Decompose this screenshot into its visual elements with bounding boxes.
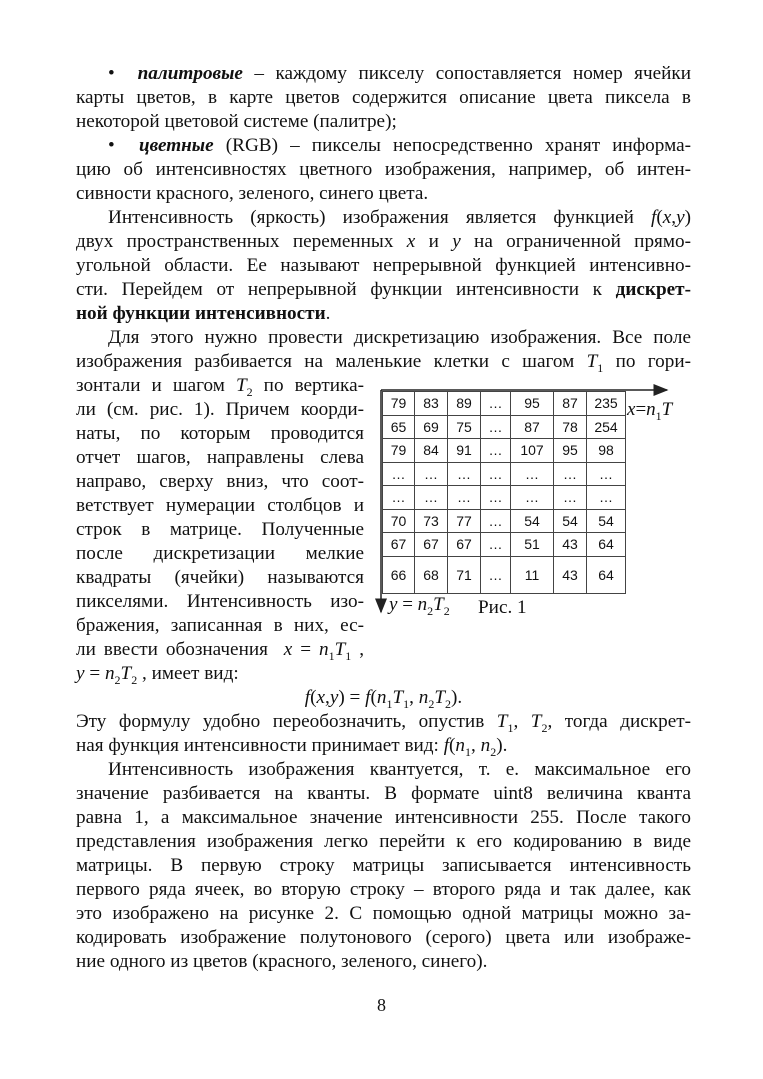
matrix-cell: 54	[511, 509, 554, 533]
matrix-cell: …	[481, 392, 511, 416]
text-line: первого ряда ячеек, во вторую строку – второго ряда и так далее, как	[76, 879, 691, 900]
text-line: некоторой цветовой системе (палитре);	[76, 111, 397, 132]
matrix-row	[383, 462, 626, 486]
formula-line: $f(x,y) = f(n_1T_1$, $n_2T_2$).	[304, 687, 463, 711]
matrix-cell: 107	[511, 439, 554, 463]
matrix-row	[383, 439, 626, 463]
y-axis-label: $y = n_2T_2$	[389, 594, 450, 618]
matrix-row	[383, 415, 626, 439]
matrix-cell: …	[587, 486, 626, 510]
text-line: сивности красного, зеленого, синего цвета.	[76, 183, 429, 204]
matrix-cell: 79	[383, 439, 415, 463]
matrix-cell: …	[415, 462, 448, 486]
matrix-cell: 77	[448, 509, 481, 533]
text-line: ной функции интенсивности.	[76, 303, 331, 324]
matrix-cell: …	[415, 486, 448, 510]
matrix-cell: 43	[554, 533, 587, 557]
text-line: • палитровые – каждому пикселу сопоставляется номер ячейки	[108, 63, 692, 84]
matrix-cell: …	[554, 486, 587, 510]
matrix-cell: 11	[511, 556, 554, 593]
matrix-cell: …	[481, 486, 511, 510]
matrix-cell: 65	[383, 415, 415, 439]
text-line: карты цветов, в карте цветов содержится описание цвета пиксела в	[76, 87, 691, 108]
text-line: двух пространственных переменных x и y на ограниченной прямо-	[76, 231, 691, 252]
matrix-cell: 70	[383, 509, 415, 533]
pixel-table	[382, 391, 626, 594]
matrix-cell: 83	[415, 392, 448, 416]
matrix-cell: …	[448, 486, 481, 510]
matrix-cell: 89	[448, 392, 481, 416]
matrix-cell: 64	[587, 556, 626, 593]
matrix-cell: 235	[587, 392, 626, 416]
text-line: кодировать изображение полутонового (серого) цвета или изображе-	[76, 927, 691, 948]
text-line: квадраты (ячейки) называются	[76, 567, 364, 588]
matrix-row	[383, 533, 626, 557]
text-line: ли ввести обозначения $x = n_1T_1$ ,	[76, 639, 365, 663]
text-line: это изображено на рисунке 2. С помощью одной матрицы можно за-	[76, 903, 691, 924]
matrix-cell: 73	[415, 509, 448, 533]
text-line: ветствует нумерации столбцов и	[76, 495, 364, 516]
matrix-cell: …	[481, 439, 511, 463]
text-line: после дискретизации мелкие	[76, 543, 364, 564]
pixel-matrix-figure	[375, 380, 705, 620]
text-line: цию об интенсивностях цветного изображения, например, об интен-	[76, 159, 691, 180]
matrix-cell: 67	[383, 533, 415, 557]
matrix-cell: 95	[554, 439, 587, 463]
matrix-cell: 87	[511, 415, 554, 439]
matrix-cell: 54	[554, 509, 587, 533]
matrix-row	[383, 486, 626, 510]
matrix-cell: …	[383, 486, 415, 510]
matrix-cell: 51	[511, 533, 554, 557]
text-line: Интенсивность (яркость) изображения является функцией f(x,y)	[108, 207, 691, 228]
text-line: Для этого нужно провести дискретизацию изображения. Все поле	[108, 327, 691, 348]
text-line: отчет шагов, направлены слева	[76, 447, 364, 468]
text-line: пикселями. Интенсивность изо-	[76, 591, 364, 612]
matrix-cell: …	[448, 462, 481, 486]
matrix-cell: 43	[554, 556, 587, 593]
matrix-cell: 79	[383, 392, 415, 416]
text-line: бражения, записанная в них, ес-	[76, 615, 364, 636]
figure-caption: Рис. 1	[478, 597, 527, 618]
matrix-cell: 84	[415, 439, 448, 463]
x-axis-label: $x=n_1T$	[627, 399, 673, 423]
matrix-row	[383, 556, 626, 593]
text-line: • цветные (RGB) – пикселы непосредственно хранят информа-	[108, 135, 691, 156]
matrix-cell: …	[481, 415, 511, 439]
text-line: зонтали и шагом $T_2$ по вертика-	[76, 375, 364, 399]
matrix-cell: 67	[415, 533, 448, 557]
matrix-cell: 98	[587, 439, 626, 463]
matrix-cell: …	[481, 509, 511, 533]
matrix-cell: 54	[587, 509, 626, 533]
matrix-cell: 91	[448, 439, 481, 463]
matrix-cell: …	[481, 556, 511, 593]
text-line: $y = n_2T_2$ , имеет вид:	[76, 663, 239, 687]
matrix-cell: …	[587, 462, 626, 486]
matrix-cell: 68	[415, 556, 448, 593]
matrix-cell: 87	[554, 392, 587, 416]
text-line: Эту формулу удобно переобозначить, опустив $T_1$, $T_2$, тогда дискрет-	[76, 711, 691, 735]
page-number: 8	[377, 995, 386, 1015]
text-line: равна 1, а максимальное значение интенсивности 255. После такого	[76, 807, 691, 828]
text-line: ли (см. рис. 1). Причем коорди-	[76, 399, 364, 420]
matrix-cell: 69	[415, 415, 448, 439]
matrix-cell: 71	[448, 556, 481, 593]
matrix-cell: …	[383, 462, 415, 486]
matrix-cell: 78	[554, 415, 587, 439]
text-line: изображения разбивается на маленькие клетки с шагом $T_1$ по гори-	[76, 351, 691, 375]
matrix-cell: 66	[383, 556, 415, 593]
text-line: ние одного из цветов (красного, зеленого, синего).	[76, 951, 488, 972]
matrix-cell: …	[554, 462, 587, 486]
matrix-row	[383, 509, 626, 533]
matrix-cell: …	[511, 486, 554, 510]
text-line: значение разбивается на кванты. В формате uint8 величина кванта	[76, 783, 691, 804]
matrix-cell: 67	[448, 533, 481, 557]
matrix-cell: 64	[587, 533, 626, 557]
text-line: матрицы. В первую строку матрицы записывается интенсивность	[76, 855, 691, 876]
text-line: наты, по которым проводится	[76, 423, 364, 444]
text-line: ная функция интенсивности принимает вид: $f(n_1$, $n_2$).	[76, 735, 508, 759]
matrix-cell: 75	[448, 415, 481, 439]
text-line: Интенсивность изображения квантуется, т. е. максимальное его	[108, 759, 691, 780]
matrix-cell: …	[511, 462, 554, 486]
text-line: строк в матрице. Полученные	[76, 519, 364, 540]
matrix-cell: …	[481, 462, 511, 486]
matrix-cell: …	[481, 533, 511, 557]
text-line: представления изображения легко перейти к его кодированию в виде	[76, 831, 691, 852]
text-line: угольной области. Ее называют непрерывной функцией интенсивно-	[76, 255, 691, 276]
text-line: направо, сверху вниз, что соот-	[76, 471, 364, 492]
matrix-cell: 254	[587, 415, 626, 439]
text-line: сти. Перейдем от непрерывной функции интенсивности к дискрет-	[76, 279, 691, 300]
matrix-row	[383, 392, 626, 416]
matrix-cell: 95	[511, 392, 554, 416]
